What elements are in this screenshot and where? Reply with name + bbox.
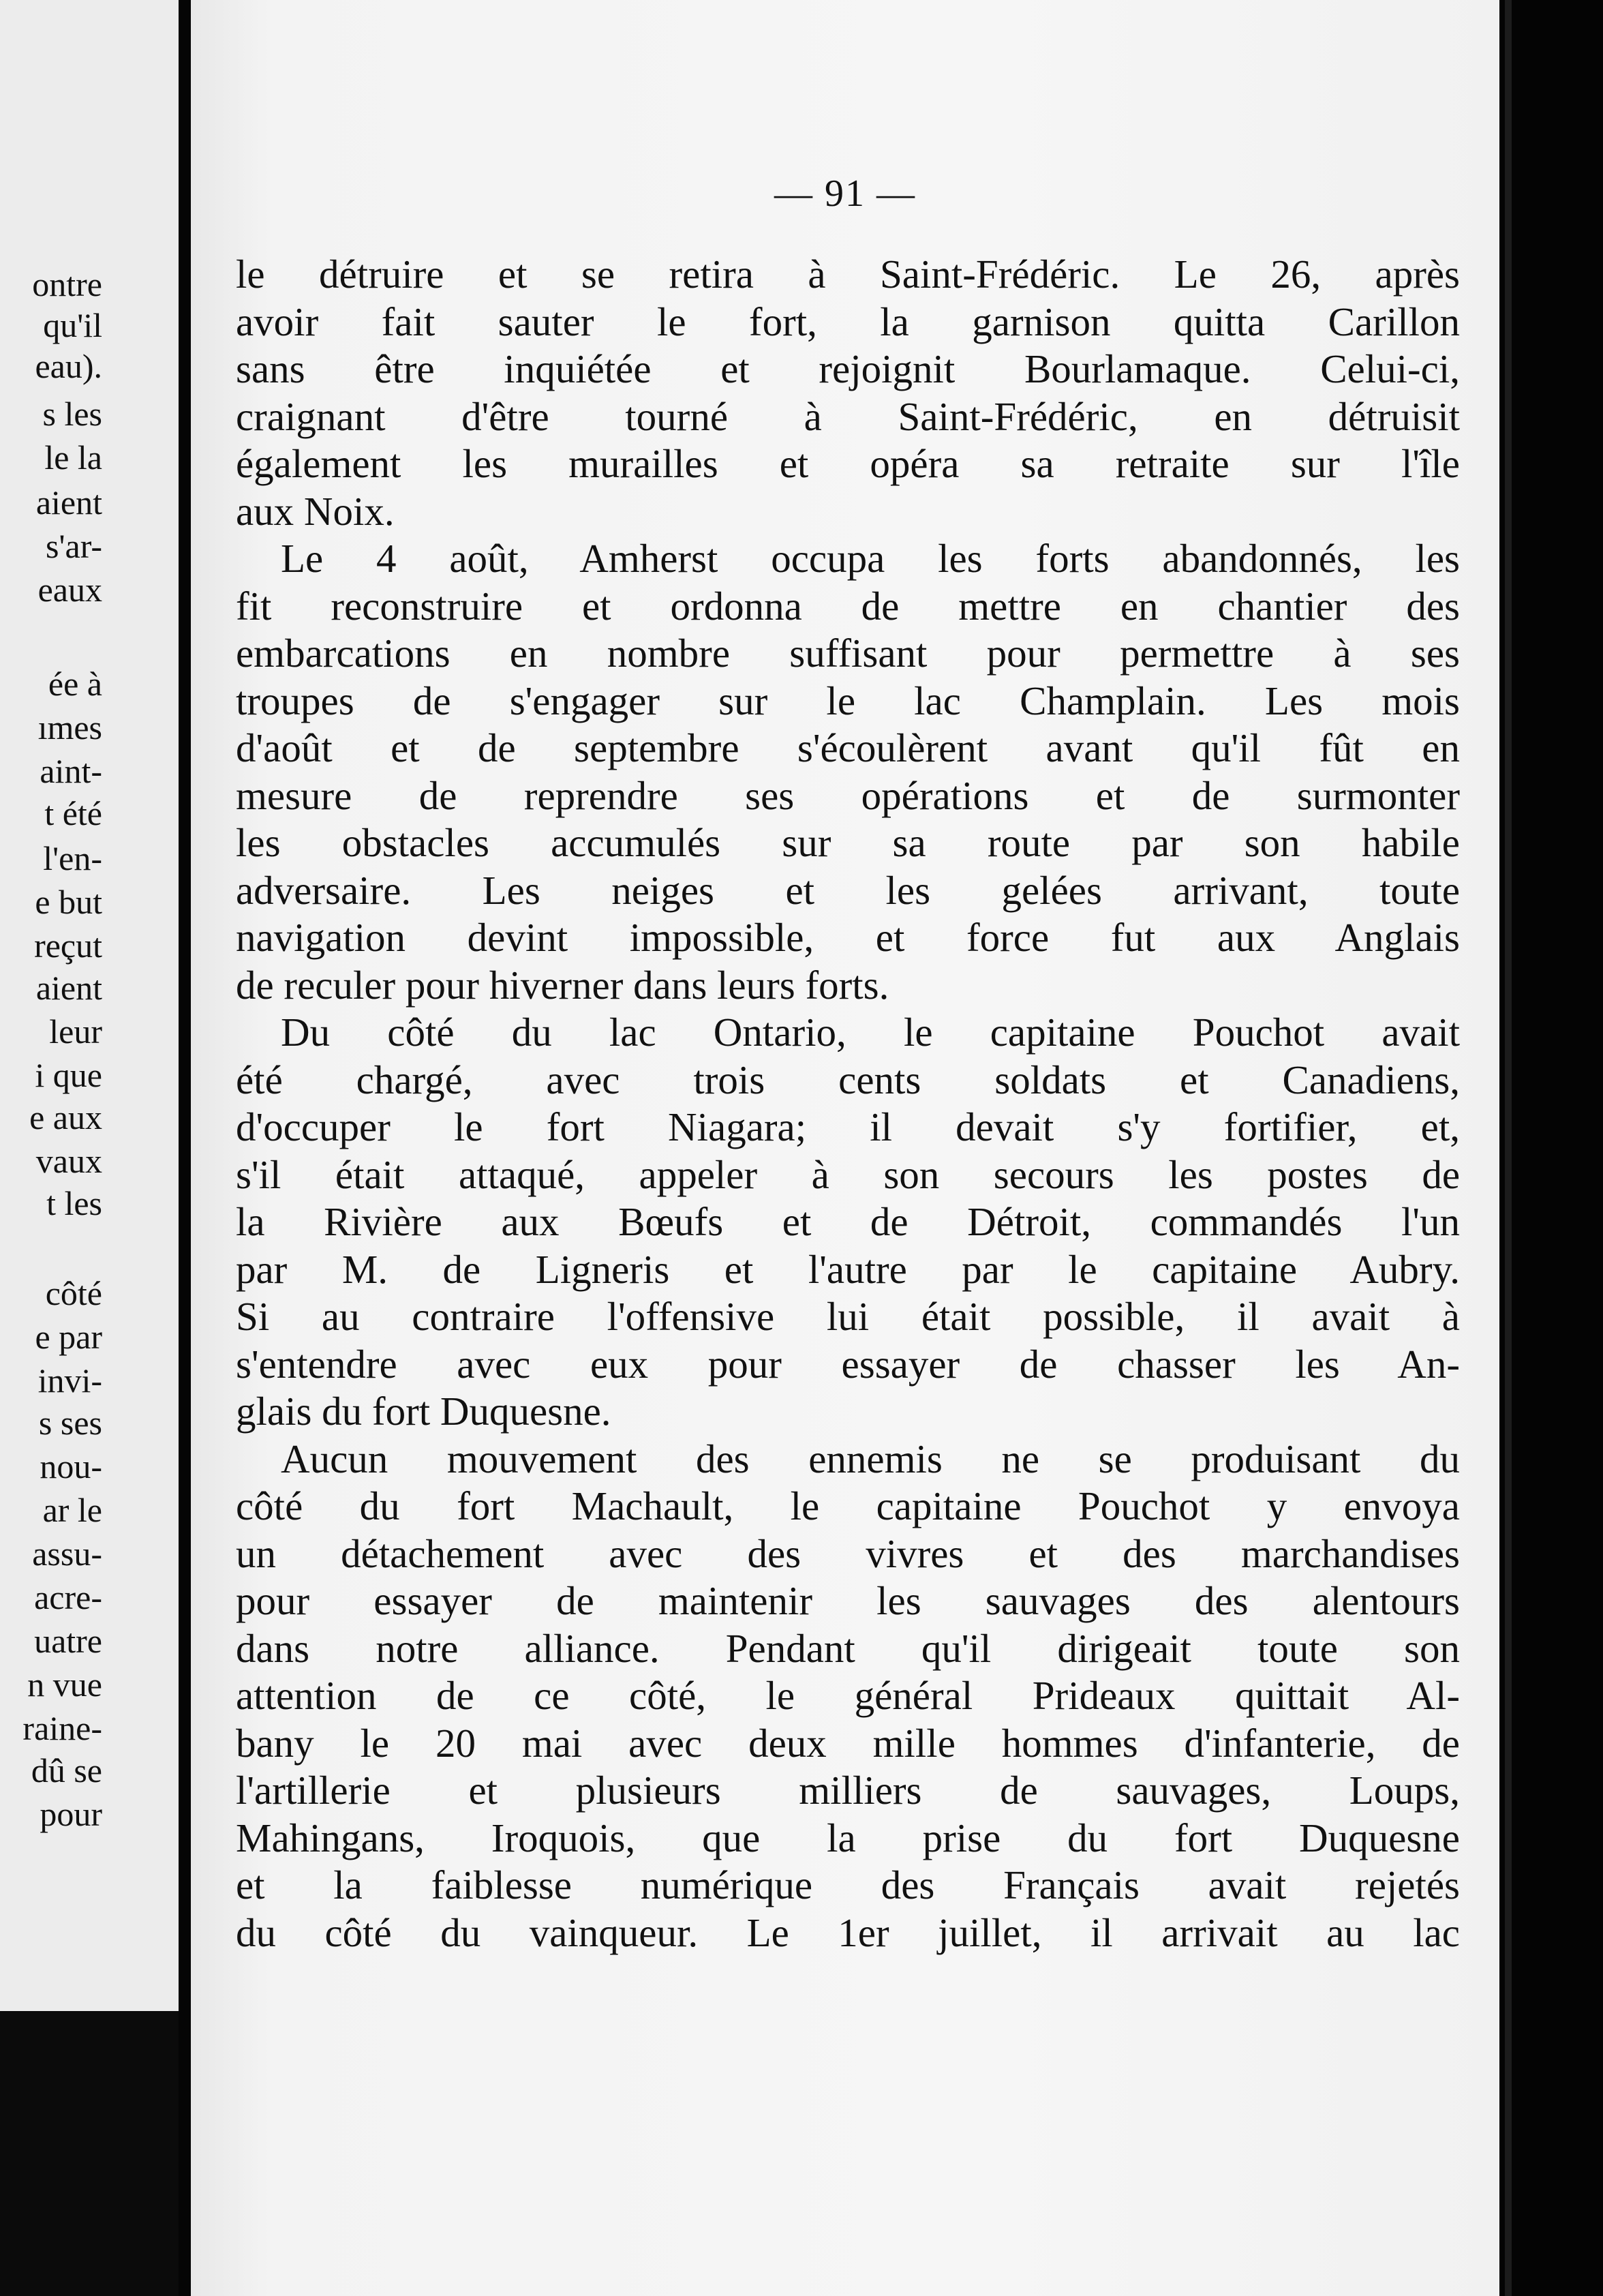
text-line: adversaire. Les neiges et les gelées arrivant, toute bbox=[236, 867, 1460, 913]
left-page-text-fragment: acre- bbox=[34, 1578, 102, 1616]
text-line: navigation devint impossible, et force fut aux Anglais bbox=[236, 915, 1460, 960]
left-page-text-fragment: eaux bbox=[37, 571, 102, 609]
left-page-text-fragment: côté bbox=[45, 1274, 102, 1312]
left-page-text-fragment: aint- bbox=[40, 752, 102, 790]
text-line: aux Noix. bbox=[236, 488, 395, 534]
page-edge-strip bbox=[1505, 0, 1512, 2296]
text-line: glais du fort Duquesne. bbox=[236, 1389, 611, 1434]
text-line: sans être inquiétée et rejoignit Bourlamaque. Celui-ci, bbox=[236, 346, 1460, 391]
left-page-text-fragment: i que bbox=[35, 1056, 102, 1094]
text-line: Mahingans, Iroquois, que la prise du fort Duquesne bbox=[236, 1815, 1460, 1860]
left-page-text-fragment: uatre bbox=[34, 1622, 102, 1660]
text-line: bany le 20 mai avec deux mille hommes d'infanterie, de bbox=[236, 1720, 1460, 1766]
text-line: d'août et de septembre s'écoulèrent avant qu'il fût en bbox=[236, 725, 1460, 770]
page-number: — 91 — bbox=[774, 172, 916, 215]
text-line: mesure de reprendre ses opérations et de surmonter bbox=[236, 772, 1460, 818]
left-page-text-fragment: t les bbox=[46, 1184, 102, 1222]
text-line: troupes de s'engager sur le lac Champlain. Les mois bbox=[236, 678, 1460, 723]
text-line: d'occuper le fort Niagara; il devait s'y fortifier, et, bbox=[236, 1104, 1460, 1149]
left-page-text-fragment: ımes bbox=[37, 708, 102, 746]
text-line: la Rivière aux Bœufs et de Détroit, commandés l'un bbox=[236, 1199, 1460, 1244]
text-line: été chargé, avec trois cents soldats et Canadiens, bbox=[236, 1057, 1460, 1102]
left-page-text-fragment: pour bbox=[40, 1795, 102, 1833]
left-page-text-fragment: dû se bbox=[31, 1751, 102, 1789]
text-line: craignant d'être tourné à Saint-Frédéric, en détruisit bbox=[236, 393, 1460, 439]
left-page-text-fragment: le la bbox=[44, 438, 102, 477]
left-page-text-fragment: nou- bbox=[40, 1447, 102, 1485]
left-page-text-fragment: l'en- bbox=[43, 839, 102, 877]
left-page-text-fragment: ontre bbox=[32, 265, 102, 303]
text-line: l'artillerie et plusieurs milliers de sauvages, Loups, bbox=[236, 1768, 1460, 1813]
text-line: avoir fait sauter le fort, la garnison quitta Carillon bbox=[236, 299, 1460, 344]
left-page-text-fragment: ée à bbox=[48, 665, 102, 703]
text-line: le détruire et se retira à Saint-Frédéric. Le 26, après bbox=[236, 252, 1460, 297]
left-page-text-fragment: e par bbox=[35, 1318, 102, 1356]
left-page-text-fragment: invi- bbox=[37, 1361, 102, 1400]
left-page-text-fragment: t été bbox=[44, 794, 102, 832]
text-line: Aucun mouvement des ennemis ne se produisant du bbox=[281, 1436, 1460, 1481]
text-line: par M. de Ligneris et l'autre par le capitaine Aubry. bbox=[236, 1246, 1460, 1292]
left-page-text-fragment: assu- bbox=[32, 1535, 102, 1573]
text-line: également les murailles et opéra sa retraite sur l'île bbox=[236, 441, 1460, 486]
left-page-text-fragment: vaux bbox=[35, 1142, 102, 1180]
text-line: s'il était attaqué, appeler à son secours les postes de bbox=[236, 1151, 1460, 1197]
left-page-fragment bbox=[0, 0, 179, 2011]
left-page-text-fragment: eau). bbox=[35, 347, 102, 385]
text-line: côté du fort Machault, le capitaine Pouchot y envoya bbox=[236, 1483, 1460, 1528]
left-page-text-fragment: reçut bbox=[34, 926, 102, 965]
left-page-text-fragment: ar le bbox=[42, 1491, 102, 1529]
text-line: attention de ce côté, le général Prideaux quittait Al- bbox=[236, 1673, 1460, 1718]
text-line: et la faiblesse numérique des Français avait rejetés bbox=[236, 1862, 1460, 1907]
text-line: un détachement avec des vivres et des marchandises bbox=[236, 1530, 1460, 1576]
body-text bbox=[236, 251, 1460, 1957]
text-line: fit reconstruire et ordonna de mettre en chantier des bbox=[236, 583, 1460, 629]
text-line: les obstacles accumulés sur sa route par son habile bbox=[236, 820, 1460, 865]
text-line: dans notre alliance. Pendant qu'il dirigeait toute son bbox=[236, 1625, 1460, 1671]
left-page-text-fragment: e aux bbox=[29, 1098, 102, 1136]
text-line: pour essayer de maintenir les sauvages des alentours bbox=[236, 1578, 1460, 1623]
text-line: embarcations en nombre suffisant pour permettre à ses bbox=[236, 631, 1460, 676]
text-line: Si au contraire l'offensive lui était possible, il avait à bbox=[236, 1294, 1460, 1339]
left-page-text-fragment: qu'il bbox=[43, 306, 102, 344]
left-page-text-fragment: aient bbox=[35, 969, 102, 1007]
left-page-text-fragment: s ses bbox=[38, 1404, 102, 1442]
left-page-text-fragment: aient bbox=[35, 483, 102, 522]
book-gutter bbox=[179, 0, 191, 2296]
text-line: Le 4 août, Amherst occupa les forts abandonnés, les bbox=[281, 536, 1460, 581]
text-line: s'entendre avec eux pour essayer de chasser les An- bbox=[236, 1341, 1460, 1387]
left-page-text-fragment: leur bbox=[49, 1012, 102, 1051]
page-edge-shadow bbox=[1499, 0, 1603, 2296]
left-page-text-fragment: raine- bbox=[22, 1709, 102, 1747]
book-page bbox=[191, 0, 1499, 2296]
text-line: du côté du vainqueur. Le 1er juillet, il arrivait au lac bbox=[236, 1909, 1460, 1955]
left-page-text-fragment: s'ar- bbox=[46, 527, 102, 565]
left-page-text-fragment: s les bbox=[42, 395, 102, 433]
left-page-text-fragment: e but bbox=[35, 883, 102, 921]
text-line: Du côté du lac Ontario, le capitaine Pouchot avait bbox=[281, 1010, 1460, 1055]
left-page-text-fragment: n vue bbox=[27, 1665, 102, 1704]
text-line: de reculer pour hiverner dans leurs forts. bbox=[236, 962, 889, 1008]
